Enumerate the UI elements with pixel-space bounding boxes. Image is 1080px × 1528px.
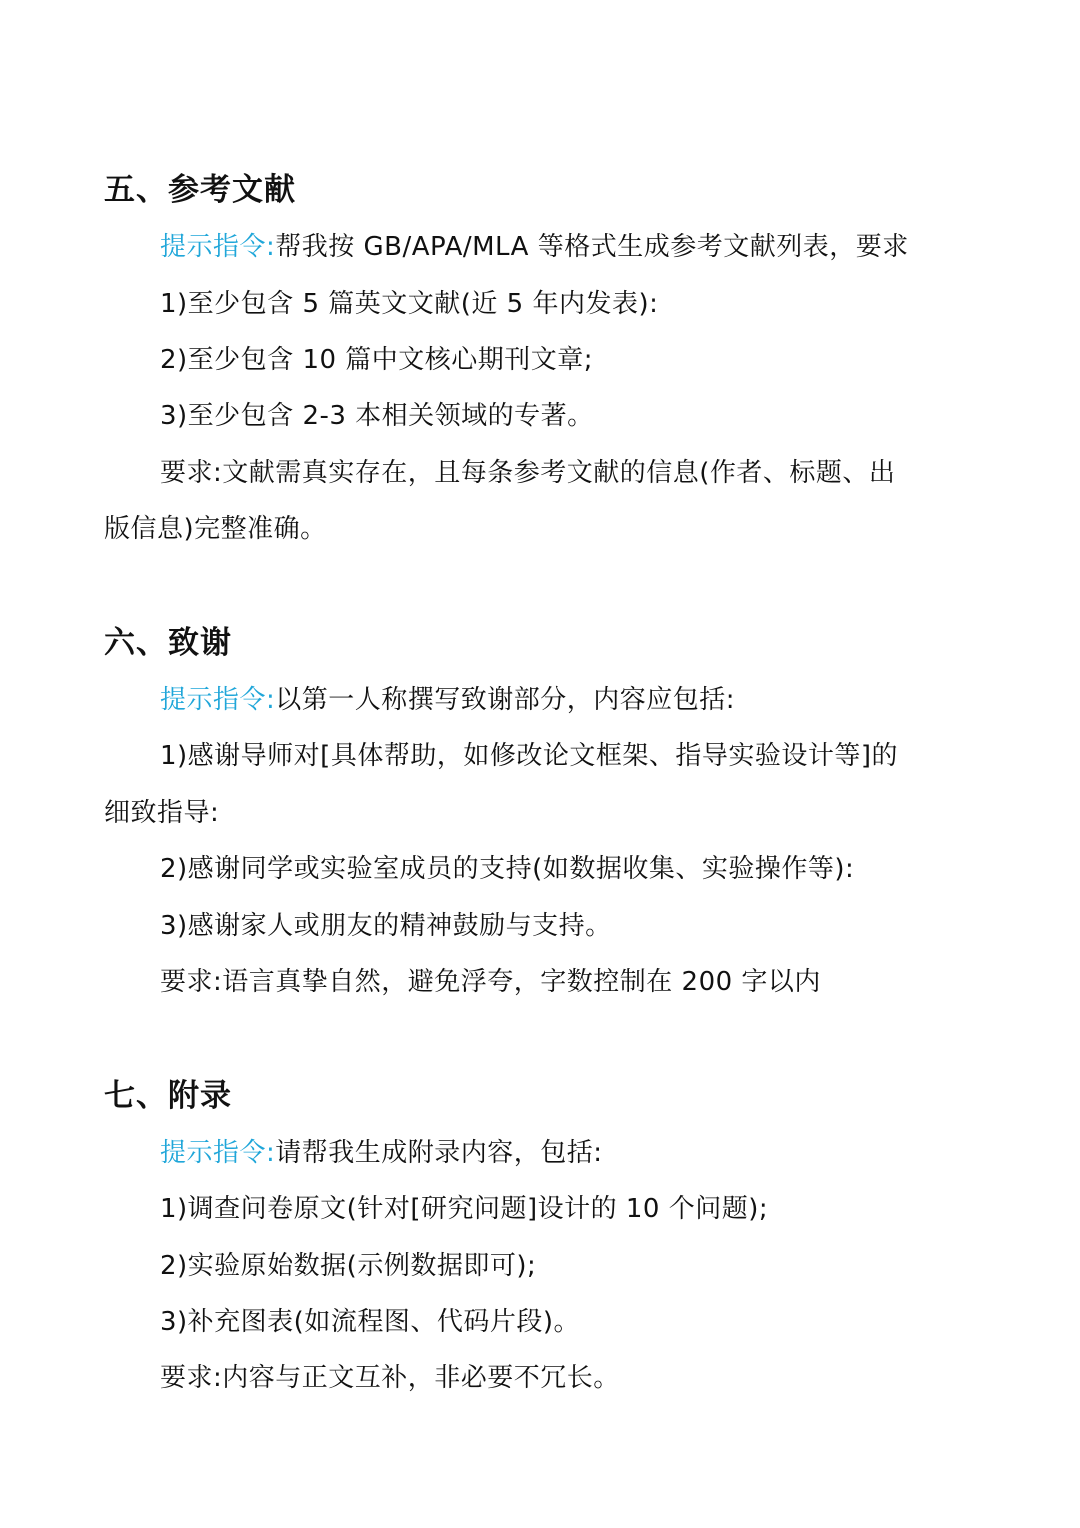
list-item: 3)至少包含 2-3 本相关领域的专著。 bbox=[160, 401, 594, 431]
list-item-continued: 细致指导: bbox=[104, 798, 220, 828]
prompt-label: 提示指令: bbox=[160, 232, 276, 262]
list-item: 2)感谢同学或实验室成员的支持(如数据收集、实验操作等): bbox=[160, 854, 855, 884]
requirement-text: 要求:语言真挚自然，避免浮夸，字数控制在 200 字以内 bbox=[160, 967, 821, 997]
list-item: 2)实验原始数据(示例数据即可); bbox=[160, 1251, 537, 1281]
prompt-line bbox=[160, 682, 735, 718]
prompt-label: 提示指令: bbox=[160, 1138, 276, 1168]
prompt-line bbox=[160, 229, 909, 265]
list-item: 2)至少包含 10 篇中文核心期刊文章; bbox=[160, 345, 594, 375]
list-item: 3)补充图表(如流程图、代码片段)。 bbox=[160, 1307, 580, 1337]
list-item: 1)调查问卷原文(针对[研究问题]设计的 10 个问题); bbox=[160, 1194, 769, 1224]
list-item: 1)至少包含 5 篇英文文献(近 5 年内发表): bbox=[160, 289, 659, 319]
requirement-text-continued: 版信息)完整准确。 bbox=[104, 514, 327, 544]
prompt-text: 以第一人称撰写致谢部分，内容应包括: bbox=[275, 685, 736, 715]
requirement-text: 要求:文献需真实存在，且每条参考文献的信息(作者、标题、出 bbox=[160, 458, 896, 488]
section-heading: 五、参考文献 bbox=[104, 172, 296, 208]
prompt-text: 请帮我生成附录内容，包括: bbox=[275, 1138, 603, 1168]
section-heading: 七、附录 bbox=[104, 1078, 232, 1114]
prompt-label: 提示指令: bbox=[160, 685, 276, 715]
prompt-line bbox=[160, 1135, 603, 1171]
prompt-text: 帮我按 GB/APA/MLA 等格式生成参考文献列表，要求 bbox=[275, 232, 909, 262]
list-item: 1)感谢导师对[具体帮助，如修改论文框架、指导实验设计等]的 bbox=[160, 741, 898, 771]
list-item: 3)感谢家人或朋友的精神鼓励与支持。 bbox=[160, 911, 612, 941]
section-heading: 六、致谢 bbox=[104, 625, 232, 661]
requirement-text: 要求:内容与正文互补，非必要不冗长。 bbox=[160, 1363, 620, 1393]
